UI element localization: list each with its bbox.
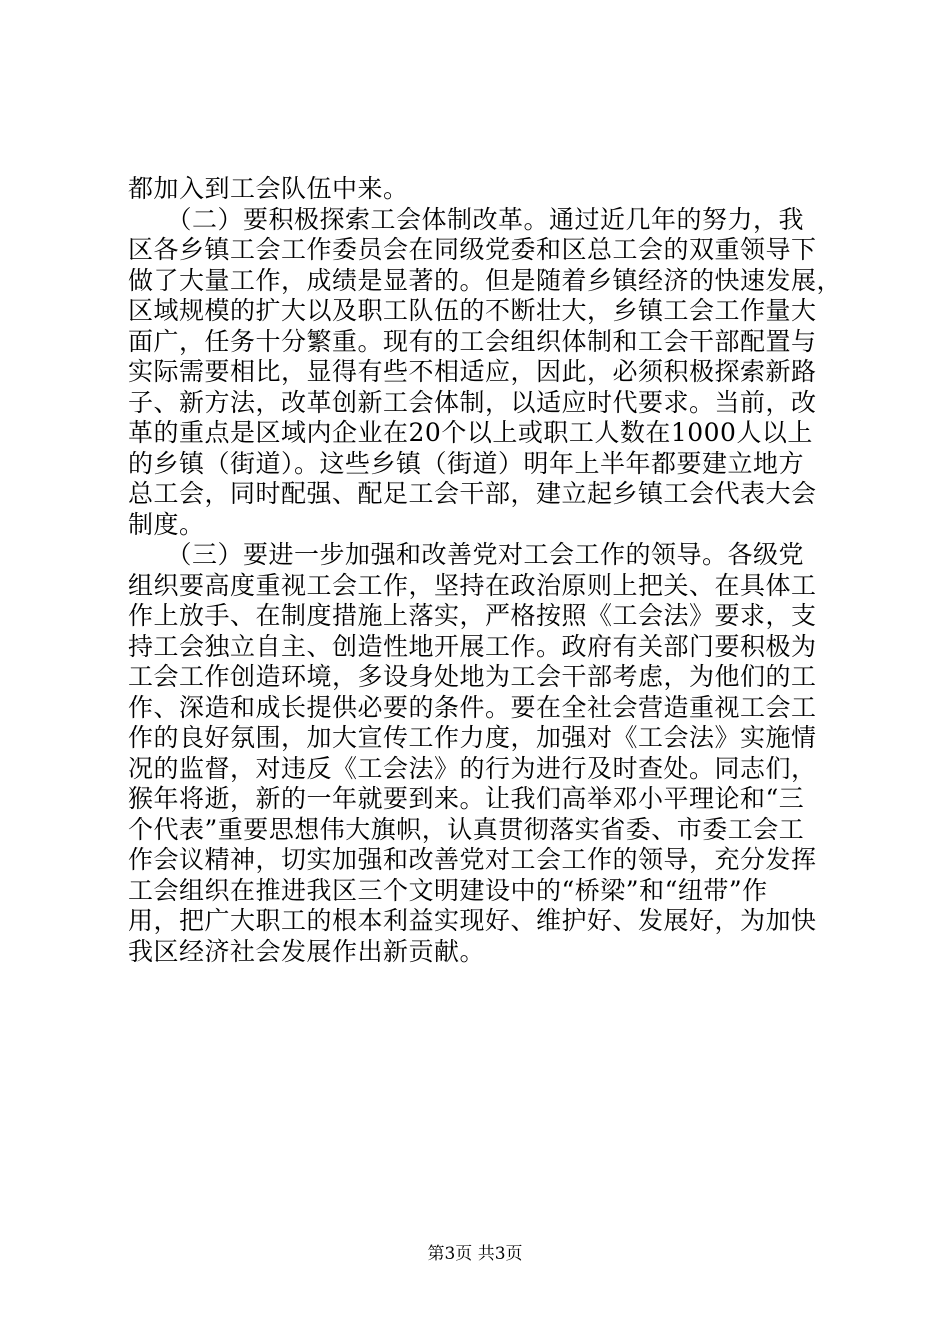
- text-line: 持工会独立自主、创造性地开展工作。政府有关部门要积极为: [128, 631, 817, 661]
- text-line: 制度。: [128, 509, 205, 539]
- text-line: 面广，任务十分繁重。现有的工会组织体制和工会干部配置与: [128, 326, 817, 356]
- text-line: 个代表”重要思想伟大旗帜，认真贯彻落实省委、市委工会工: [128, 814, 805, 844]
- text-line: 的乡镇（街道）。这些乡镇（街道）明年上半年都要建立地方: [128, 448, 805, 478]
- text-line: 猴年将逝，新的一年就要到来。让我们高举邓小平理论和“三: [128, 784, 805, 813]
- text-line: 区域规模的扩大以及职工队伍的不断壮大，乡镇工会工作量大: [128, 296, 817, 325]
- text-line: （三）要进一步加强和改善党对工会工作的领导。各级党: [128, 540, 805, 569]
- text-line: 区各乡镇工会工作委员会在同级党委和区总工会的双重领导下: [128, 235, 817, 264]
- text-line: 做了大量工作，成绩是显著的。但是随着乡镇经济的快速发展，: [128, 265, 843, 295]
- text-line: 我区经济社会发展作出新贡献。: [128, 936, 486, 966]
- text-line: 革的重点是区域内企业在20个以上或职工人数在1000人以上: [128, 418, 813, 447]
- text-line: 用，把广大职工的根本利益实现好、维护好、发展好，为加快: [128, 906, 817, 935]
- text-line: （二）要积极探索工会体制改革。通过近几年的努力，我: [128, 204, 805, 234]
- text-line: 作的良好氛围，加大宣传工作力度，加强对《工会法》实施情: [128, 723, 817, 752]
- text-line: 作、深造和成长提供必要的条件。要在全社会营造重视工会工: [128, 692, 817, 722]
- text-line: 工会组织在推进我区三个文明建设中的“桥梁”和“纽带”作: [128, 875, 768, 905]
- body-text: [128, 174, 848, 967]
- text-line: 组织要高度重视工会工作，坚持在政治原则上把关、在具体工: [128, 570, 817, 600]
- text-line: 总工会，同时配强、配足工会干部，建立起乡镇工会代表大会: [128, 479, 817, 508]
- text-line: 作上放手、在制度措施上落实，严格按照《工会法》要求，支: [128, 601, 817, 630]
- text-line: 作会议精神，切实加强和改善党对工会工作的领导，充分发挥: [128, 845, 817, 874]
- text-line: 况的监督，对违反《工会法》的行为进行及时查处。同志们，: [128, 753, 817, 783]
- text-line: 子、新方法，改革创新工会体制，以适应时代要求。当前，改: [128, 387, 817, 417]
- text-line: 工会工作创造环境，多设身处地为工会干部考虑，为他们的工: [128, 662, 817, 691]
- page-number-footer: 第3页 共3页: [427, 1244, 523, 1264]
- text-line: 都加入到工会队伍中来。: [128, 174, 409, 203]
- text-line: 实际需要相比，显得有些不相适应，因此，必须积极探索新路: [128, 357, 817, 386]
